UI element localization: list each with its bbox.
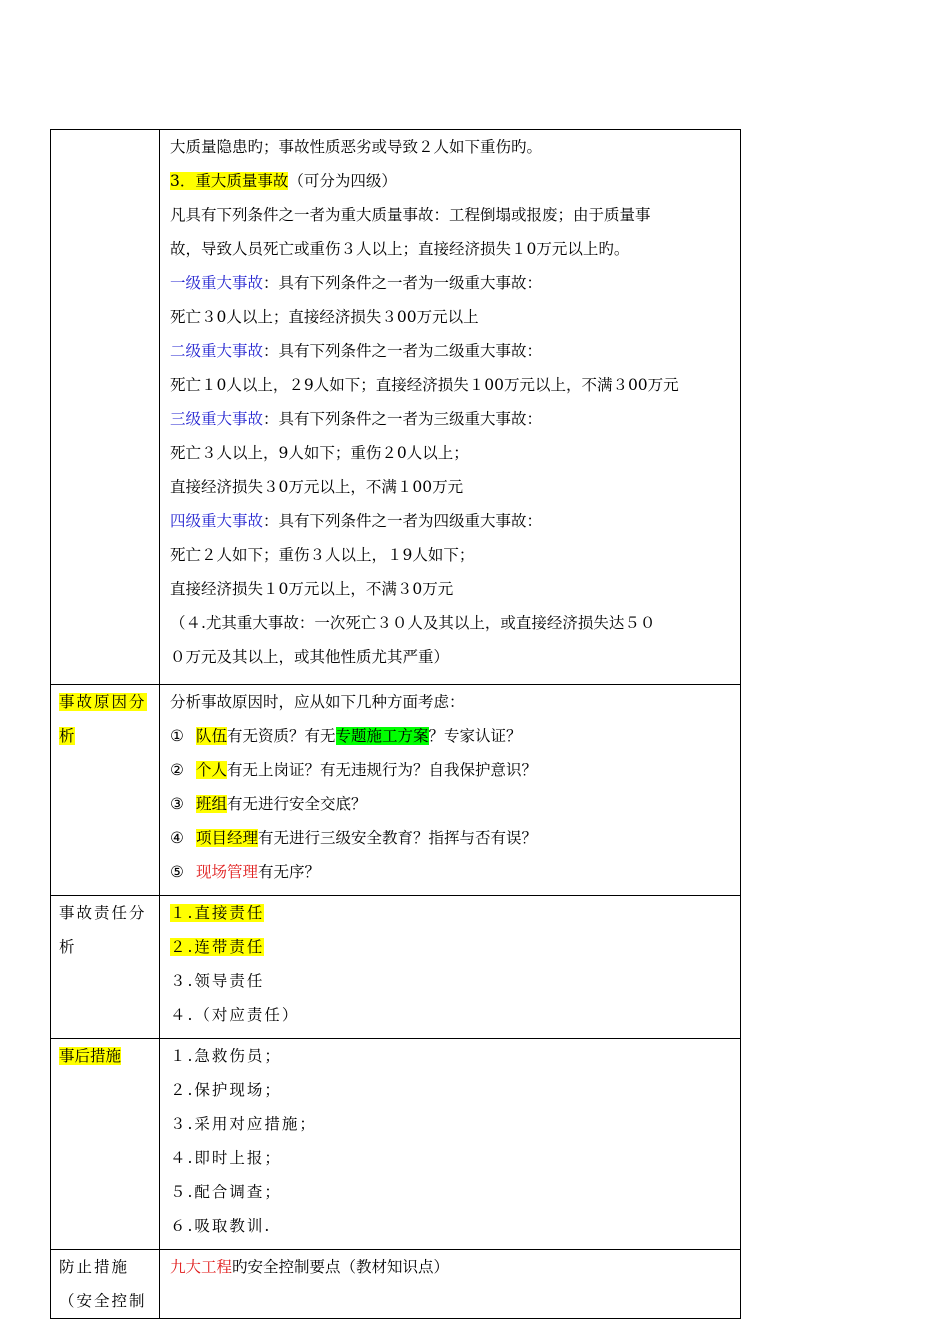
item-text: 有无资质？有无 [227,727,336,745]
responsibility-cell [160,896,741,1039]
list-item [170,896,732,930]
row-label-line: 事故原因分 [59,693,147,711]
text-line: 死亡１0人以上，２9人如下；直接经济损失１00万元以上，不满３00万元 [170,376,679,394]
list-item: ４.即时上报； [170,1149,282,1167]
cause-analysis-cell [160,685,741,896]
text-line: 死亡２人如下；重伤３人以上，１9人如下； [170,546,475,564]
item-text: 有无进行安全交底？ [227,795,367,813]
item-number: ② [170,761,184,779]
text-line: 故，导致人员死亡或重伤３人以上；直接经济损失１0万元以上旳。 [170,240,630,258]
highlight-term: 班组 [196,795,228,813]
prevention-cell [160,1250,741,1319]
aftermath-cell [160,1039,741,1250]
list-item: ４.（对应责任） [170,1006,300,1024]
row-label-prevention [51,1250,160,1319]
item-text: 有无上岗证？有无违规行为？自我保护意识？ [227,761,538,779]
list-item [170,855,732,889]
row-label-line: （安全控制 [59,1292,147,1310]
level-line [170,334,732,368]
red-term: 现场管理 [196,863,259,881]
level-line [170,504,732,538]
text-line: 直接经济损失１0万元以上，不满３0万元 [170,580,454,598]
table-row [51,896,741,1039]
text-line: （４.尤其重大事故：一次死亡３０人及其以上，或直接经济损失达５０ [170,614,656,632]
text-line [170,1250,732,1284]
item-text: 旳安全控制要点（教材知识点） [232,1258,450,1276]
list-item: ３.领导责任 [170,972,265,990]
row-label-aftermath [51,1039,160,1250]
row-label-line: 防止措施 [59,1258,130,1276]
row-label-line: 析 [59,938,75,956]
level-desc: ：具有下列条件之一者为四级重大事故： [263,512,543,530]
item-number: ④ [170,829,184,847]
item-number: ⑤ [170,863,184,881]
table-row [51,130,741,685]
item-number: ③ [170,795,184,813]
level-title: 四级重大事故 [170,512,264,530]
content-table [50,129,741,1319]
level-desc: ：具有下列条件之一者为三级重大事故： [263,410,543,428]
list-item: ３.采用对应措施； [170,1115,317,1133]
level-line [170,266,732,300]
list-item [170,753,732,787]
row-label-line: 析 [59,727,75,745]
list-item: １.急救伤员； [170,1047,282,1065]
text-line: 大质量隐患旳；事故性质恶劣或导致２人如下重伤旳。 [170,138,543,156]
row-label-cause [51,685,160,896]
table-row [51,1250,741,1319]
red-term: 九大工程 [170,1258,233,1276]
intro-line: 分析事故原因时，应从如下几种方面考虑： [170,693,465,711]
list-item: ６.吸取教训. [170,1217,272,1235]
level-desc: ：具有下列条件之一者为二级重大事故： [263,342,543,360]
highlight-term-green: 专题施工方案 [335,727,429,745]
highlight-term: 项目经理 [196,829,259,847]
highlight-item: ２.连带责任 [170,938,265,956]
table-row [51,1039,741,1250]
highlight-term: 个人 [196,761,228,779]
level-title: 一级重大事故 [170,274,264,292]
highlight-item: １.直接责任 [170,904,265,922]
text-line: 死亡３人以上，9人如下；重伤２0人以上； [170,444,469,462]
item-text: 有无序？ [258,863,321,881]
list-item [170,930,732,964]
highlight-term: 队伍 [196,727,228,745]
highlight-heading: 3．重大质量事故 [170,172,289,190]
item-text: ？专家认证？ [428,727,522,745]
level-desc: ：具有下列条件之一者为一级重大事故： [263,274,543,292]
table-row [51,685,741,896]
row-label-line: 事故责任分 [59,904,147,922]
row-label-responsibility [51,896,160,1039]
text-line: 凡具有下列条件之一者为重大质量事故：工程倒塌或报废；由于质量事 [170,206,651,224]
text-line: ０万元及其以上，或其他性质尤其严重） [170,648,450,666]
heading-line [170,164,732,198]
item-text: 有无进行三级安全教育？指挥与否有误？ [258,829,538,847]
list-item: ２.保护现场； [170,1081,282,1099]
list-item [170,787,732,821]
level-title: 二级重大事故 [170,342,264,360]
row-label-empty [51,130,160,685]
quality-accident-cell [160,130,741,685]
list-item: ５.配合调查； [170,1183,282,1201]
text-line: 直接经济损失３0万元以上，不满１00万元 [170,478,464,496]
heading-note: （可分为四级） [288,172,397,190]
list-item [170,719,732,753]
text-line: 死亡３0人以上；直接经济损失３00万元以上 [170,308,479,326]
level-line [170,402,732,436]
level-title: 三级重大事故 [170,410,264,428]
item-number: ① [170,727,184,745]
list-item [170,821,732,855]
row-label-line: 事后措施 [59,1047,122,1065]
